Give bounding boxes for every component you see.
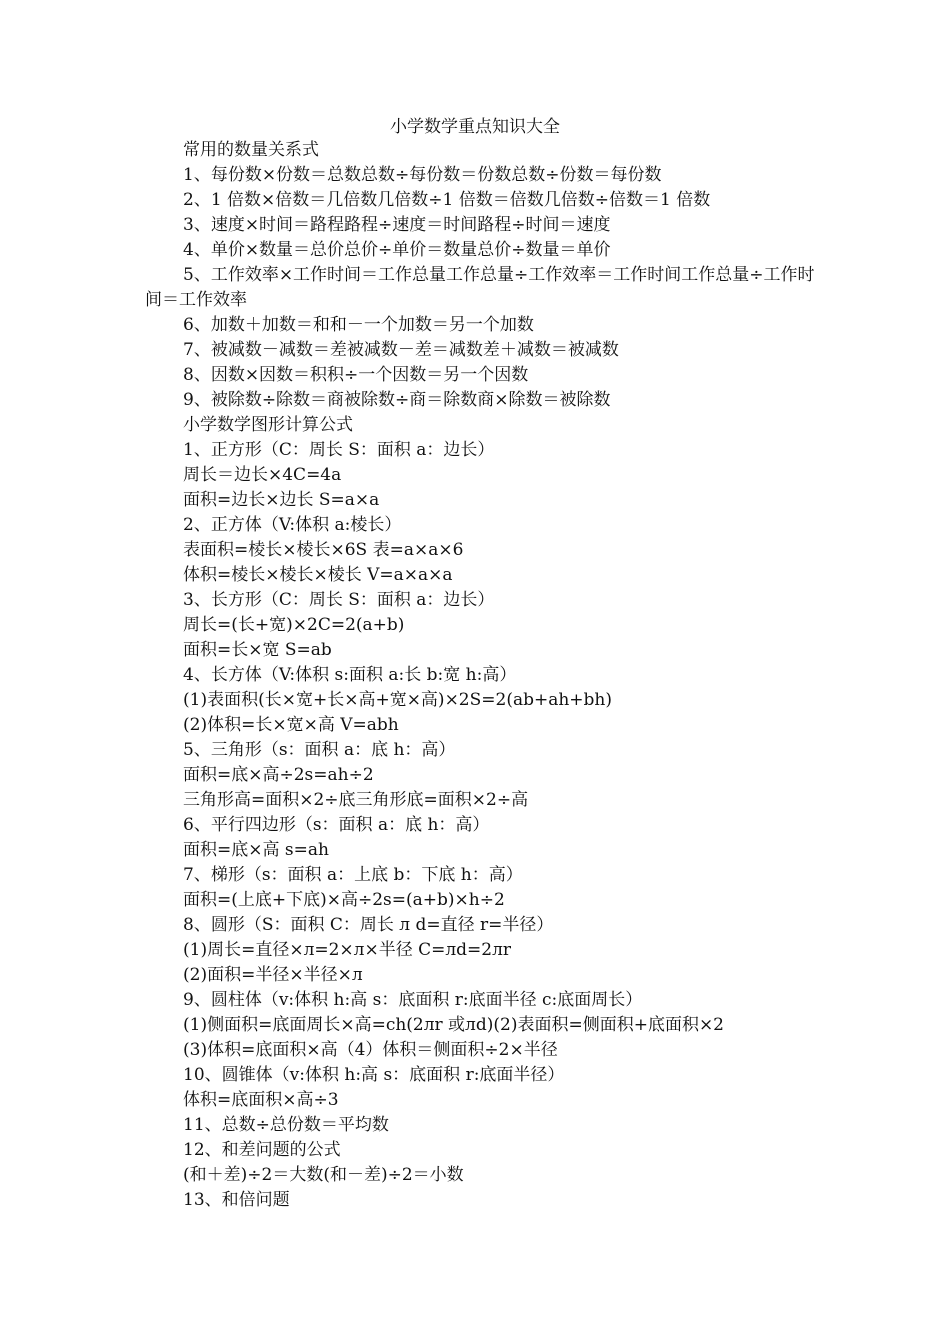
text-line: 面积=底×高 s=ah (183, 840, 329, 860)
document-body (145, 138, 815, 1213)
text-line: 周长=(长+宽)×2C=2(a+b) (183, 615, 405, 635)
text-line: 1、正方形（C：周长 S：面积 a：边长） (183, 440, 495, 460)
text-line: 体积=底面积×高÷3 (183, 1090, 339, 1110)
text-line: (2)面积=半径×半径×л (183, 965, 363, 985)
text-line: 6、平行四边形（s：面积 a：底 h：高） (183, 815, 490, 835)
text-line: 面积=边长×边长 S=a×a (183, 490, 380, 510)
text-line: 三角形高=面积×2÷底三角形底=面积×2÷高 (183, 790, 529, 810)
text-line: 7、被减数－减数＝差被减数－差＝减数差＋减数＝被减数 (183, 340, 619, 360)
text-line: 面积=(上底+下底)×高÷2s=(a+b)×h÷2 (183, 890, 505, 910)
text-line: 9、被除数÷除数＝商被除数÷商＝除数商×除数＝被除数 (183, 390, 611, 410)
text-line: 面积=长×宽 S=ab (183, 640, 332, 660)
text-line: 13、和倍问题 (183, 1190, 290, 1210)
text-line: 体积=棱长×棱长×棱长 V=a×a×a (183, 565, 453, 585)
text-paragraph: 5、工作效率×工作时间＝工作总量工作总量÷工作效率＝工作时间工作总量÷工作时间＝工作效率 (145, 265, 815, 310)
text-line: (1)周长=直径×л=2×л×半径 C=лd=2лr (183, 940, 512, 960)
text-line: 10、圆锥体（v:体积 h:高 s：底面积 r:底面半径） (183, 1065, 565, 1085)
text-line: 常用的数量关系式 (183, 140, 319, 160)
text-line: 6、加数＋加数＝和和－一个加数＝另一个加数 (183, 315, 534, 335)
text-line: 3、速度×时间＝路程路程÷速度＝时间路程÷时间＝速度 (183, 215, 611, 235)
text-line: 面积=底×高÷2s=ah÷2 (183, 765, 374, 785)
text-line: 2、正方体（V:体积 a:棱长） (183, 515, 402, 535)
text-line: (和＋差)÷2＝大数(和－差)÷2＝小数 (183, 1165, 464, 1185)
text-line: 12、和差问题的公式 (183, 1140, 341, 1160)
text-line: (2)体积=长×宽×高 V=abh (183, 715, 399, 735)
text-line: 表面积=棱长×棱长×6S 表=a×a×6 (183, 540, 464, 560)
text-line: 1、每份数×份数＝总数总数÷每份数＝份数总数÷份数＝每份数 (183, 165, 662, 185)
text-line: 7、梯形（s：面积 a：上底 b：下底 h：高） (183, 865, 523, 885)
text-line: 4、单价×数量＝总价总价÷单价＝数量总价÷数量＝单价 (183, 240, 611, 260)
page-title: 小学数学重点知识大全 (390, 117, 560, 137)
text-line: (1)表面积(长×宽+长×高+宽×高)×2S=2(ab+ah+bh) (183, 690, 613, 710)
text-line: 11、总数÷总份数＝平均数 (183, 1115, 389, 1135)
text-line: 周长＝边长×4C=4a (183, 465, 342, 485)
text-line: 8、圆形（S：面积 C：周长 л d=直径 r=半径） (183, 915, 554, 935)
text-line: 4、长方体（V:体积 s:面积 a:长 b:宽 h:高） (183, 665, 517, 685)
text-line: 8、因数×因数＝积积÷一个因数＝另一个因数 (183, 365, 529, 385)
text-line: 9、圆柱体（v:体积 h:高 s：底面积 r:底面半径 c:底面周长） (183, 990, 643, 1010)
text-line: (3)体积=底面积×高（4）体积＝侧面积÷2×半径 (183, 1040, 558, 1060)
section-heading: 小学数学图形计算公式 (183, 415, 353, 435)
text-line: (1)侧面积=底面周长×高=ch(2лr 或лd)(2)表面积=侧面积+底面积×2 (183, 1015, 725, 1035)
text-line: 3、长方形（C：周长 S：面积 a：边长） (183, 590, 495, 610)
text-line: 5、三角形（s：面积 a：底 h：高） (183, 740, 456, 760)
text-line: 2、1 倍数×倍数＝几倍数几倍数÷1 倍数＝倍数几倍数÷倍数＝1 倍数 (183, 190, 711, 210)
